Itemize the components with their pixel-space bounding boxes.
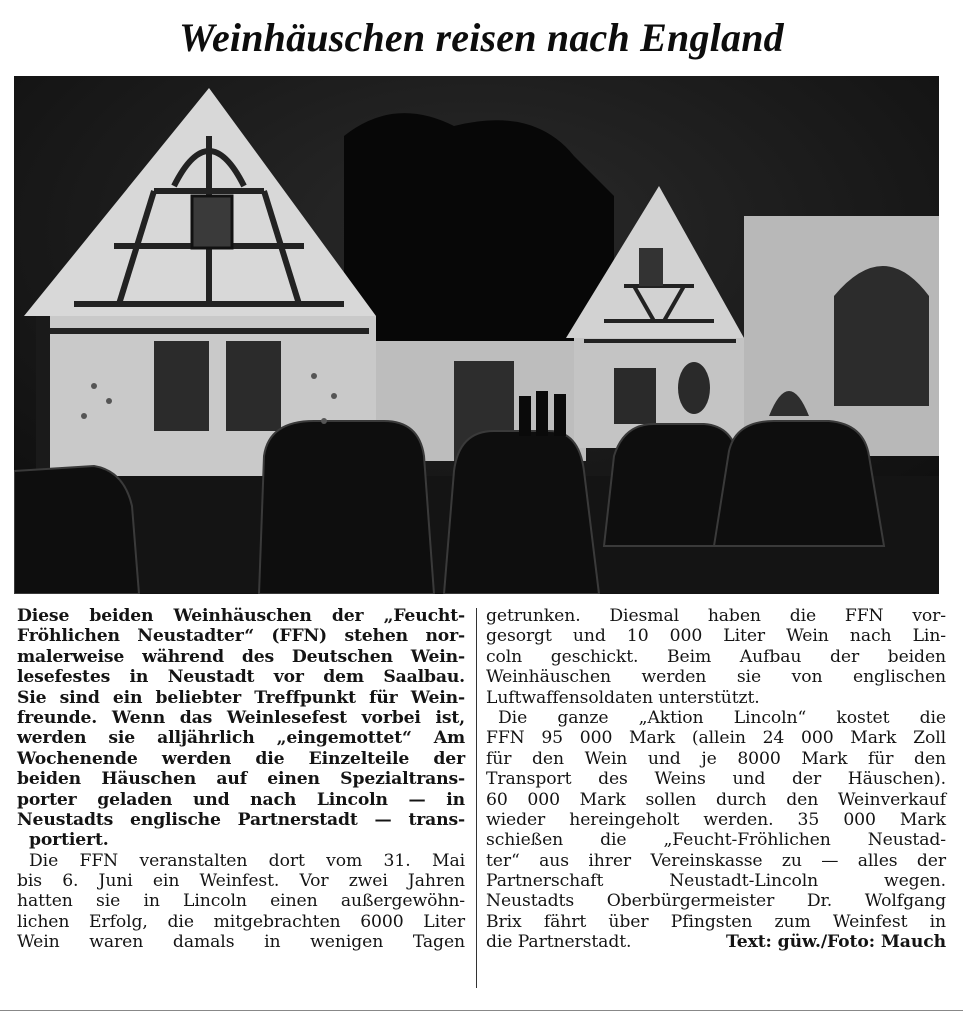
column-divider bbox=[476, 608, 477, 988]
caption-line: porter geladen und nach Lincoln — in bbox=[17, 789, 465, 810]
body-line: für den Wein und je 8000 Mark für den bbox=[486, 748, 946, 769]
article-body-left bbox=[17, 851, 465, 953]
body-line: Wein waren damals in wenigen Tagen bbox=[17, 932, 465, 953]
caption-line: Wochenende werden die Einzelteile der bbox=[17, 748, 465, 769]
body-line: FFN 95 000 Mark (allein 24 000 Mark Zoll bbox=[486, 728, 946, 749]
body-line: getrunken. Diesmal haben die FFN vor- bbox=[486, 606, 946, 626]
body-line: lichen Erfolg, die mitgebrachten 6000 Liter bbox=[17, 911, 465, 932]
body-line: bis 6. Juni ein Weinfest. Vor zwei Jahren bbox=[17, 871, 465, 892]
bottom-rule bbox=[0, 1010, 963, 1011]
caption-line: freunde. Wenn das Weinlesefest vorbei ist, bbox=[17, 707, 465, 728]
caption-line: werden sie alljährlich „eingemottet“ Am bbox=[17, 728, 465, 749]
caption-line: Fröhlichen Neustadter“ (FFN) stehen nor- bbox=[17, 626, 465, 647]
headline: Weinhäuschen reisen nach England bbox=[179, 15, 784, 60]
caption-line: lesefestes in Neustadt vor dem Saalbau. bbox=[17, 667, 465, 688]
body-line: Weinhäuschen werden sie von englischen bbox=[486, 667, 946, 688]
caption-line: beiden Häuschen auf einen Spezialtrans- bbox=[17, 769, 465, 790]
caption-line: Neustadts englische Partnerstadt — trans- bbox=[17, 809, 465, 830]
article-body-right bbox=[486, 606, 946, 953]
caption-line: Sie sind ein beliebter Treffpunkt für Wein- bbox=[17, 687, 465, 708]
body-line: Luftwaffensoldaten unterstützt. bbox=[486, 687, 760, 708]
left-column bbox=[17, 606, 465, 953]
body-line: gesorgt und 10 000 Liter Wein nach Lin- bbox=[486, 626, 946, 647]
body-line: coln geschickt. Beim Aufbau der beiden bbox=[486, 646, 946, 667]
body-line: Partnerschaft Neustadt-Lincoln wegen. bbox=[486, 871, 946, 892]
body-line-last bbox=[486, 932, 946, 952]
body-line: Transport des Weins und der Häuschen). bbox=[486, 769, 946, 790]
body-line: Die FFN veranstalten dort vom 31. Mai bbox=[29, 850, 465, 871]
caption-line: Diese beiden Weinhäuschen der „Feucht- bbox=[17, 606, 465, 626]
body-line: Neustadts Oberbürgermeister Dr. Wolfgang bbox=[486, 891, 946, 912]
news-photo bbox=[14, 76, 939, 594]
body-line: Die ganze „Aktion Lincoln“ kostet die bbox=[498, 707, 946, 728]
body-line: 60 000 Mark sollen durch den Weinverkauf bbox=[486, 789, 946, 810]
body-line: ter“ aus ihrer Vereinskasse zu — alles der bbox=[486, 850, 946, 871]
credit: Text: güw./Foto: Mauch bbox=[726, 932, 946, 953]
right-column bbox=[486, 606, 946, 953]
body-line: schießen die „Feucht-Fröhlichen Neustad- bbox=[486, 830, 946, 851]
photo-caption bbox=[17, 606, 465, 851]
last-line-text: die Partnerstadt. bbox=[486, 932, 632, 953]
caption-line: malerweise während des Deutschen Wein- bbox=[17, 646, 465, 667]
body-line: Brix fährt über Pfingsten zum Weinfest in bbox=[486, 911, 946, 932]
caption-line: portiert. bbox=[29, 830, 109, 851]
body-line: hatten sie in Lincoln einen außergewöhn- bbox=[17, 891, 465, 912]
body-line: wieder hereingeholt werden. 35 000 Mark bbox=[486, 809, 946, 830]
